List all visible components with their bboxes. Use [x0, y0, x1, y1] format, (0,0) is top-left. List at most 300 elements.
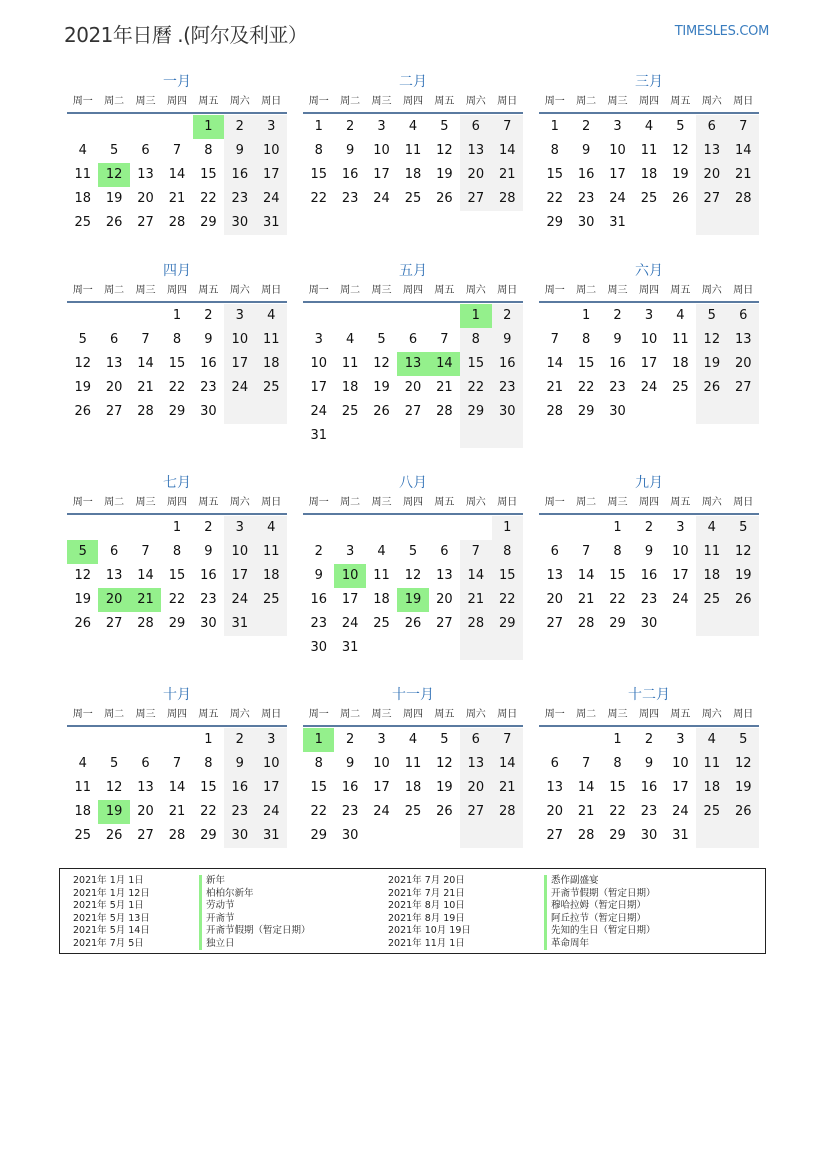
legend-date: 2021年 10月 19日: [388, 925, 471, 936]
day-cell: 22: [200, 804, 217, 819]
day-cell: 23: [224, 187, 255, 211]
day-cell: 7: [172, 143, 182, 158]
day-cell: 6: [550, 544, 559, 559]
legend-date: 2021年 5月 1日: [73, 900, 144, 911]
day-cell: 7: [492, 115, 523, 139]
day-cell: 15: [609, 780, 626, 795]
day-cell: 7: [141, 544, 150, 559]
empty-cell: [460, 824, 491, 848]
day-cell: 22: [168, 380, 186, 395]
empty-cell: [366, 636, 397, 660]
day-cell: 28: [168, 828, 186, 843]
day-cell: 6: [460, 728, 491, 752]
weekday-label: 周日: [497, 96, 518, 107]
day-cell: 18: [373, 592, 390, 607]
month-name: 九月: [635, 475, 663, 491]
day-cell: 11: [74, 780, 91, 795]
empty-cell: [492, 636, 523, 660]
empty-cell: [67, 304, 98, 328]
weekday-header: [539, 94, 759, 114]
day-cell: 28: [137, 616, 154, 631]
day-cell: 5: [696, 304, 727, 328]
weekday-label: 周四: [638, 709, 659, 720]
empty-cell: [696, 400, 727, 424]
legend-names-left: [199, 875, 311, 950]
day-cell: 29: [200, 828, 217, 843]
day-cell: 12: [404, 568, 422, 583]
day-cell: 12: [728, 540, 759, 564]
day-cell: 2: [345, 119, 355, 134]
day-cell: 11: [696, 752, 727, 776]
day-cell: 4: [696, 516, 727, 540]
day-cell: 29: [577, 404, 595, 419]
day-cell: 16: [224, 776, 255, 800]
day-cell: 30: [640, 616, 658, 631]
day-cell: 19: [672, 167, 689, 182]
day-cell: 1: [581, 308, 591, 323]
day-cell: 6: [550, 756, 559, 771]
day-cell: 29: [168, 616, 186, 631]
weekday-header: [67, 283, 287, 303]
day-cell: 12: [436, 756, 453, 771]
day-cell: 11: [696, 540, 727, 564]
day-cell: 22: [460, 376, 491, 400]
day-cell: 24: [224, 376, 255, 400]
day-cell: 26: [105, 828, 123, 843]
weekday-label: 周五: [670, 709, 691, 720]
day-cell: 27: [696, 187, 727, 211]
empty-cell: [429, 824, 460, 848]
day-cell: 24: [373, 191, 390, 206]
day-cell: 17: [224, 352, 255, 376]
day-cell: 2: [345, 732, 355, 747]
holiday-legend: [59, 868, 766, 954]
day-cell: 27: [728, 376, 759, 400]
day-cell: 27: [436, 616, 453, 631]
day-cell: 5: [109, 143, 119, 158]
weekday-label: 周五: [670, 497, 691, 508]
day-cell: 25: [640, 191, 658, 206]
weekday-label: 周一: [308, 285, 329, 296]
day-cell: 21: [577, 804, 595, 819]
day-cell: 29: [460, 400, 491, 424]
month-block: [539, 261, 759, 424]
weekday-header: [539, 707, 759, 727]
day-cell: 9: [581, 143, 591, 158]
day-cell: 16: [640, 780, 658, 795]
day-cell: 28: [168, 215, 186, 230]
day-cell: 25: [373, 616, 390, 631]
empty-cell: [492, 424, 523, 448]
day-cell: 23: [310, 616, 327, 631]
day-cell: 4: [644, 119, 654, 134]
day-cell: 10: [609, 143, 626, 158]
weekday-label: 周五: [198, 96, 219, 107]
day-cell: 22: [310, 804, 327, 819]
weekday-label: 周日: [497, 285, 518, 296]
empty-cell: [492, 824, 523, 848]
day-cell: 23: [640, 592, 658, 607]
day-cell: 20: [546, 804, 563, 819]
empty-cell: [460, 636, 491, 660]
legend-date: 2021年 7月 20日: [388, 875, 465, 886]
day-cell: 31: [256, 211, 287, 235]
day-cell: 15: [200, 780, 217, 795]
day-cell: 12: [74, 568, 91, 583]
day-cell: 14: [460, 564, 491, 588]
day-cell: 3: [676, 520, 685, 535]
day-cell: 14: [577, 780, 595, 795]
empty-cell: [728, 824, 759, 848]
weekday-label: 周二: [340, 709, 361, 720]
weekday-label: 周二: [104, 96, 125, 107]
day-cell: 17: [341, 592, 359, 607]
weekday-label: 周六: [229, 709, 250, 720]
day-cell: 9: [224, 139, 255, 163]
day-cell: 20: [728, 352, 759, 376]
day-cell: 22: [310, 191, 327, 206]
day-cell: 1: [550, 119, 559, 134]
empty-cell: [696, 211, 727, 235]
weekday-label: 周日: [497, 497, 518, 508]
day-cell: 25: [256, 376, 287, 400]
day-cell: 25: [74, 215, 91, 230]
weekday-label: 周日: [733, 285, 754, 296]
empty-cell: [539, 516, 570, 540]
empty-cell: [665, 612, 696, 636]
day-cell: 13: [546, 568, 563, 583]
day-grid: [303, 728, 523, 848]
legend-dates-right: [388, 875, 471, 950]
day-cell: 7: [141, 332, 150, 347]
month-name: 六月: [635, 263, 663, 279]
day-cell: 3: [256, 115, 287, 139]
empty-cell: [334, 304, 365, 328]
weekday-header: [67, 94, 287, 114]
site-logo-text[interactable]: TIMESLES.COM: [674, 24, 769, 39]
day-cell: 4: [78, 756, 87, 771]
weekday-label: 周四: [402, 497, 423, 508]
day-cell: 10: [672, 756, 689, 771]
holiday-day-cell: 13: [397, 352, 428, 376]
day-cell: 3: [256, 728, 287, 752]
weekday-label: 周六: [229, 497, 250, 508]
day-cell: 17: [256, 776, 287, 800]
day-cell: 15: [577, 356, 595, 371]
day-cell: 23: [609, 380, 626, 395]
day-cell: 6: [440, 544, 449, 559]
weekday-label: 周五: [670, 96, 691, 107]
month-name: 五月: [399, 263, 427, 279]
weekday-label: 周二: [104, 285, 125, 296]
day-cell: 23: [577, 191, 595, 206]
day-cell: 10: [373, 143, 390, 158]
day-grid: [539, 115, 759, 235]
day-cell: 6: [728, 304, 759, 328]
weekday-label: 周日: [733, 497, 754, 508]
weekday-label: 周四: [638, 285, 659, 296]
day-cell: 6: [141, 143, 150, 158]
day-cell: 20: [460, 776, 491, 800]
month-block: [303, 473, 523, 660]
legend-holiday-name: 劳动节: [199, 900, 311, 913]
day-cell: 21: [492, 776, 523, 800]
weekday-label: 周日: [733, 709, 754, 720]
day-cell: 10: [256, 139, 287, 163]
day-cell: 11: [256, 540, 287, 564]
empty-cell: [67, 516, 98, 540]
month-name: 十月: [163, 687, 191, 703]
day-cell: 16: [492, 352, 523, 376]
day-cell: 30: [577, 215, 595, 230]
day-cell: 26: [105, 215, 123, 230]
weekday-header: [539, 495, 759, 515]
day-cell: 2: [644, 732, 654, 747]
day-cell: 3: [314, 332, 323, 347]
day-cell: 24: [640, 380, 658, 395]
day-cell: 15: [609, 568, 626, 583]
day-cell: 3: [377, 119, 386, 134]
weekday-label: 周五: [198, 709, 219, 720]
day-cell: 5: [408, 544, 418, 559]
weekday-label: 周六: [465, 709, 486, 720]
day-cell: 18: [341, 380, 359, 395]
day-cell: 29: [609, 828, 626, 843]
day-cell: 14: [546, 356, 563, 371]
empty-cell: [334, 424, 365, 448]
day-cell: 27: [137, 215, 154, 230]
day-cell: 9: [644, 544, 654, 559]
month-name: 七月: [163, 475, 191, 491]
day-cell: 13: [460, 139, 491, 163]
day-cell: 1: [613, 732, 622, 747]
day-cell: 24: [224, 588, 255, 612]
day-cell: 19: [105, 191, 123, 206]
day-cell: 7: [581, 544, 591, 559]
weekday-label: 周三: [371, 709, 392, 720]
empty-cell: [334, 516, 365, 540]
weekday-label: 周五: [434, 709, 455, 720]
day-cell: 22: [577, 380, 595, 395]
day-cell: 10: [640, 332, 658, 347]
day-cell: 23: [200, 380, 217, 395]
empty-cell: [728, 400, 759, 424]
day-cell: 12: [74, 356, 91, 371]
weekday-label: 周一: [72, 497, 93, 508]
day-cell: 28: [492, 187, 523, 211]
day-cell: 13: [696, 139, 727, 163]
weekday-label: 周四: [166, 285, 187, 296]
empty-cell: [429, 516, 460, 540]
month-block: [67, 685, 287, 848]
day-cell: 7: [460, 540, 491, 564]
day-cell: 8: [613, 544, 622, 559]
holiday-day-cell: 21: [130, 588, 161, 612]
day-cell: 15: [492, 564, 523, 588]
day-cell: 8: [550, 143, 559, 158]
weekday-label: 周四: [402, 96, 423, 107]
day-cell: 19: [728, 776, 759, 800]
day-cell: 30: [492, 400, 523, 424]
day-cell: 8: [172, 544, 182, 559]
empty-cell: [256, 612, 287, 636]
legend-date: 2021年 1月 12日: [73, 887, 150, 899]
legend-holiday-name: 革命周年: [544, 938, 656, 951]
day-cell: 16: [577, 167, 595, 182]
legend-date: 2021年 7月 5日: [73, 937, 144, 949]
weekday-label: 周五: [198, 497, 219, 508]
day-cell: 27: [460, 187, 491, 211]
weekday-label: 周六: [465, 285, 486, 296]
day-cell: 9: [224, 752, 255, 776]
day-cell: 30: [640, 828, 658, 843]
day-cell: 16: [341, 780, 359, 795]
weekday-label: 周六: [229, 285, 250, 296]
legend-holiday-name: 开斋节: [199, 913, 311, 926]
day-cell: 7: [728, 115, 759, 139]
day-cell: 5: [440, 732, 449, 747]
holiday-day-cell: 1: [303, 728, 334, 752]
day-cell: 2: [644, 520, 654, 535]
legend-date: 2021年 1月 1日: [73, 875, 144, 886]
day-cell: 5: [78, 332, 87, 347]
day-cell: 13: [137, 167, 154, 182]
day-cell: 14: [137, 356, 154, 371]
day-cell: 10: [672, 544, 689, 559]
day-cell: 20: [105, 380, 123, 395]
day-cell: 25: [672, 380, 689, 395]
empty-cell: [696, 824, 727, 848]
day-cell: 21: [137, 380, 154, 395]
holiday-day-cell: 12: [98, 163, 129, 187]
day-cell: 13: [728, 328, 759, 352]
day-cell: 7: [440, 332, 449, 347]
day-cell: 5: [377, 332, 386, 347]
day-cell: 16: [200, 356, 217, 371]
empty-cell: [366, 424, 397, 448]
day-cell: 6: [696, 115, 727, 139]
day-cell: 27: [460, 800, 491, 824]
day-cell: 17: [310, 380, 327, 395]
day-cell: 28: [137, 404, 154, 419]
legend-holiday-name: 先知的生日（暂定日期）: [544, 925, 656, 938]
day-cell: 26: [436, 191, 453, 206]
day-cell: 2: [204, 308, 213, 323]
day-cell: 24: [609, 191, 626, 206]
holiday-day-cell: 1: [193, 115, 224, 139]
legend-holiday-name: 柏柏尔新年: [199, 888, 311, 901]
empty-cell: [256, 400, 287, 424]
empty-cell: [633, 211, 664, 235]
day-cell: 11: [256, 328, 287, 352]
day-cell: 16: [310, 592, 327, 607]
day-cell: 24: [341, 616, 359, 631]
weekday-label: 周二: [104, 497, 125, 508]
day-cell: 26: [672, 191, 689, 206]
day-cell: 4: [345, 332, 355, 347]
weekday-label: 周二: [576, 709, 597, 720]
weekday-label: 周一: [308, 96, 329, 107]
weekday-label: 周三: [135, 709, 156, 720]
weekday-label: 周二: [576, 285, 597, 296]
day-cell: 12: [373, 356, 390, 371]
day-cell: 21: [577, 592, 595, 607]
day-cell: 15: [168, 356, 186, 371]
weekday-label: 周日: [261, 709, 282, 720]
day-cell: 9: [613, 332, 622, 347]
day-cell: 18: [256, 352, 287, 376]
day-cell: 28: [577, 616, 595, 631]
day-cell: 28: [546, 404, 563, 419]
day-cell: 4: [408, 119, 418, 134]
weekday-label: 周一: [544, 497, 565, 508]
day-cell: 6: [408, 332, 418, 347]
day-cell: 2: [492, 304, 523, 328]
legend-dates-left: [73, 875, 150, 950]
empty-cell: [397, 516, 428, 540]
weekday-label: 周一: [72, 96, 93, 107]
day-cell: 5: [728, 728, 759, 752]
day-cell: 15: [546, 167, 563, 182]
weekday-label: 周五: [434, 96, 455, 107]
day-cell: 8: [314, 756, 323, 771]
empty-cell: [460, 516, 491, 540]
day-cell: 18: [404, 780, 422, 795]
day-grid: [67, 728, 287, 848]
empty-cell: [67, 728, 98, 752]
empty-cell: [460, 424, 491, 448]
day-cell: 11: [672, 332, 689, 347]
empty-cell: [366, 516, 397, 540]
empty-cell: [98, 115, 129, 139]
day-cell: 26: [74, 616, 91, 631]
holiday-day-cell: 1: [460, 304, 491, 328]
day-cell: 8: [314, 143, 323, 158]
day-cell: 11: [74, 167, 91, 182]
month-block: [67, 473, 287, 636]
empty-cell: [397, 304, 428, 328]
day-cell: 19: [373, 380, 390, 395]
day-cell: 16: [341, 167, 359, 182]
weekday-label: 周二: [576, 497, 597, 508]
month-name: 四月: [163, 263, 191, 279]
day-cell: 6: [109, 544, 119, 559]
day-cell: 2: [224, 115, 255, 139]
weekday-header: [67, 707, 287, 727]
day-cell: 28: [728, 187, 759, 211]
day-cell: 9: [345, 143, 355, 158]
holiday-day-cell: 10: [334, 564, 365, 588]
day-cell: 31: [672, 828, 689, 843]
day-cell: 29: [200, 215, 217, 230]
day-cell: 10: [310, 356, 327, 371]
day-cell: 10: [256, 752, 287, 776]
day-cell: 20: [696, 163, 727, 187]
day-grid: [539, 516, 759, 636]
day-cell: 21: [168, 804, 186, 819]
holiday-day-cell: 19: [397, 588, 428, 612]
weekday-label: 周三: [607, 96, 628, 107]
day-cell: 11: [640, 143, 658, 158]
day-cell: 16: [609, 356, 626, 371]
day-cell: 4: [256, 304, 287, 328]
day-cell: 8: [172, 332, 182, 347]
day-cell: 26: [728, 588, 759, 612]
day-grid: [539, 728, 759, 848]
legend-holiday-name: 阿丘拉节（暂定日期）: [544, 913, 656, 926]
day-cell: 30: [609, 404, 626, 419]
weekday-label: 周三: [371, 285, 392, 296]
